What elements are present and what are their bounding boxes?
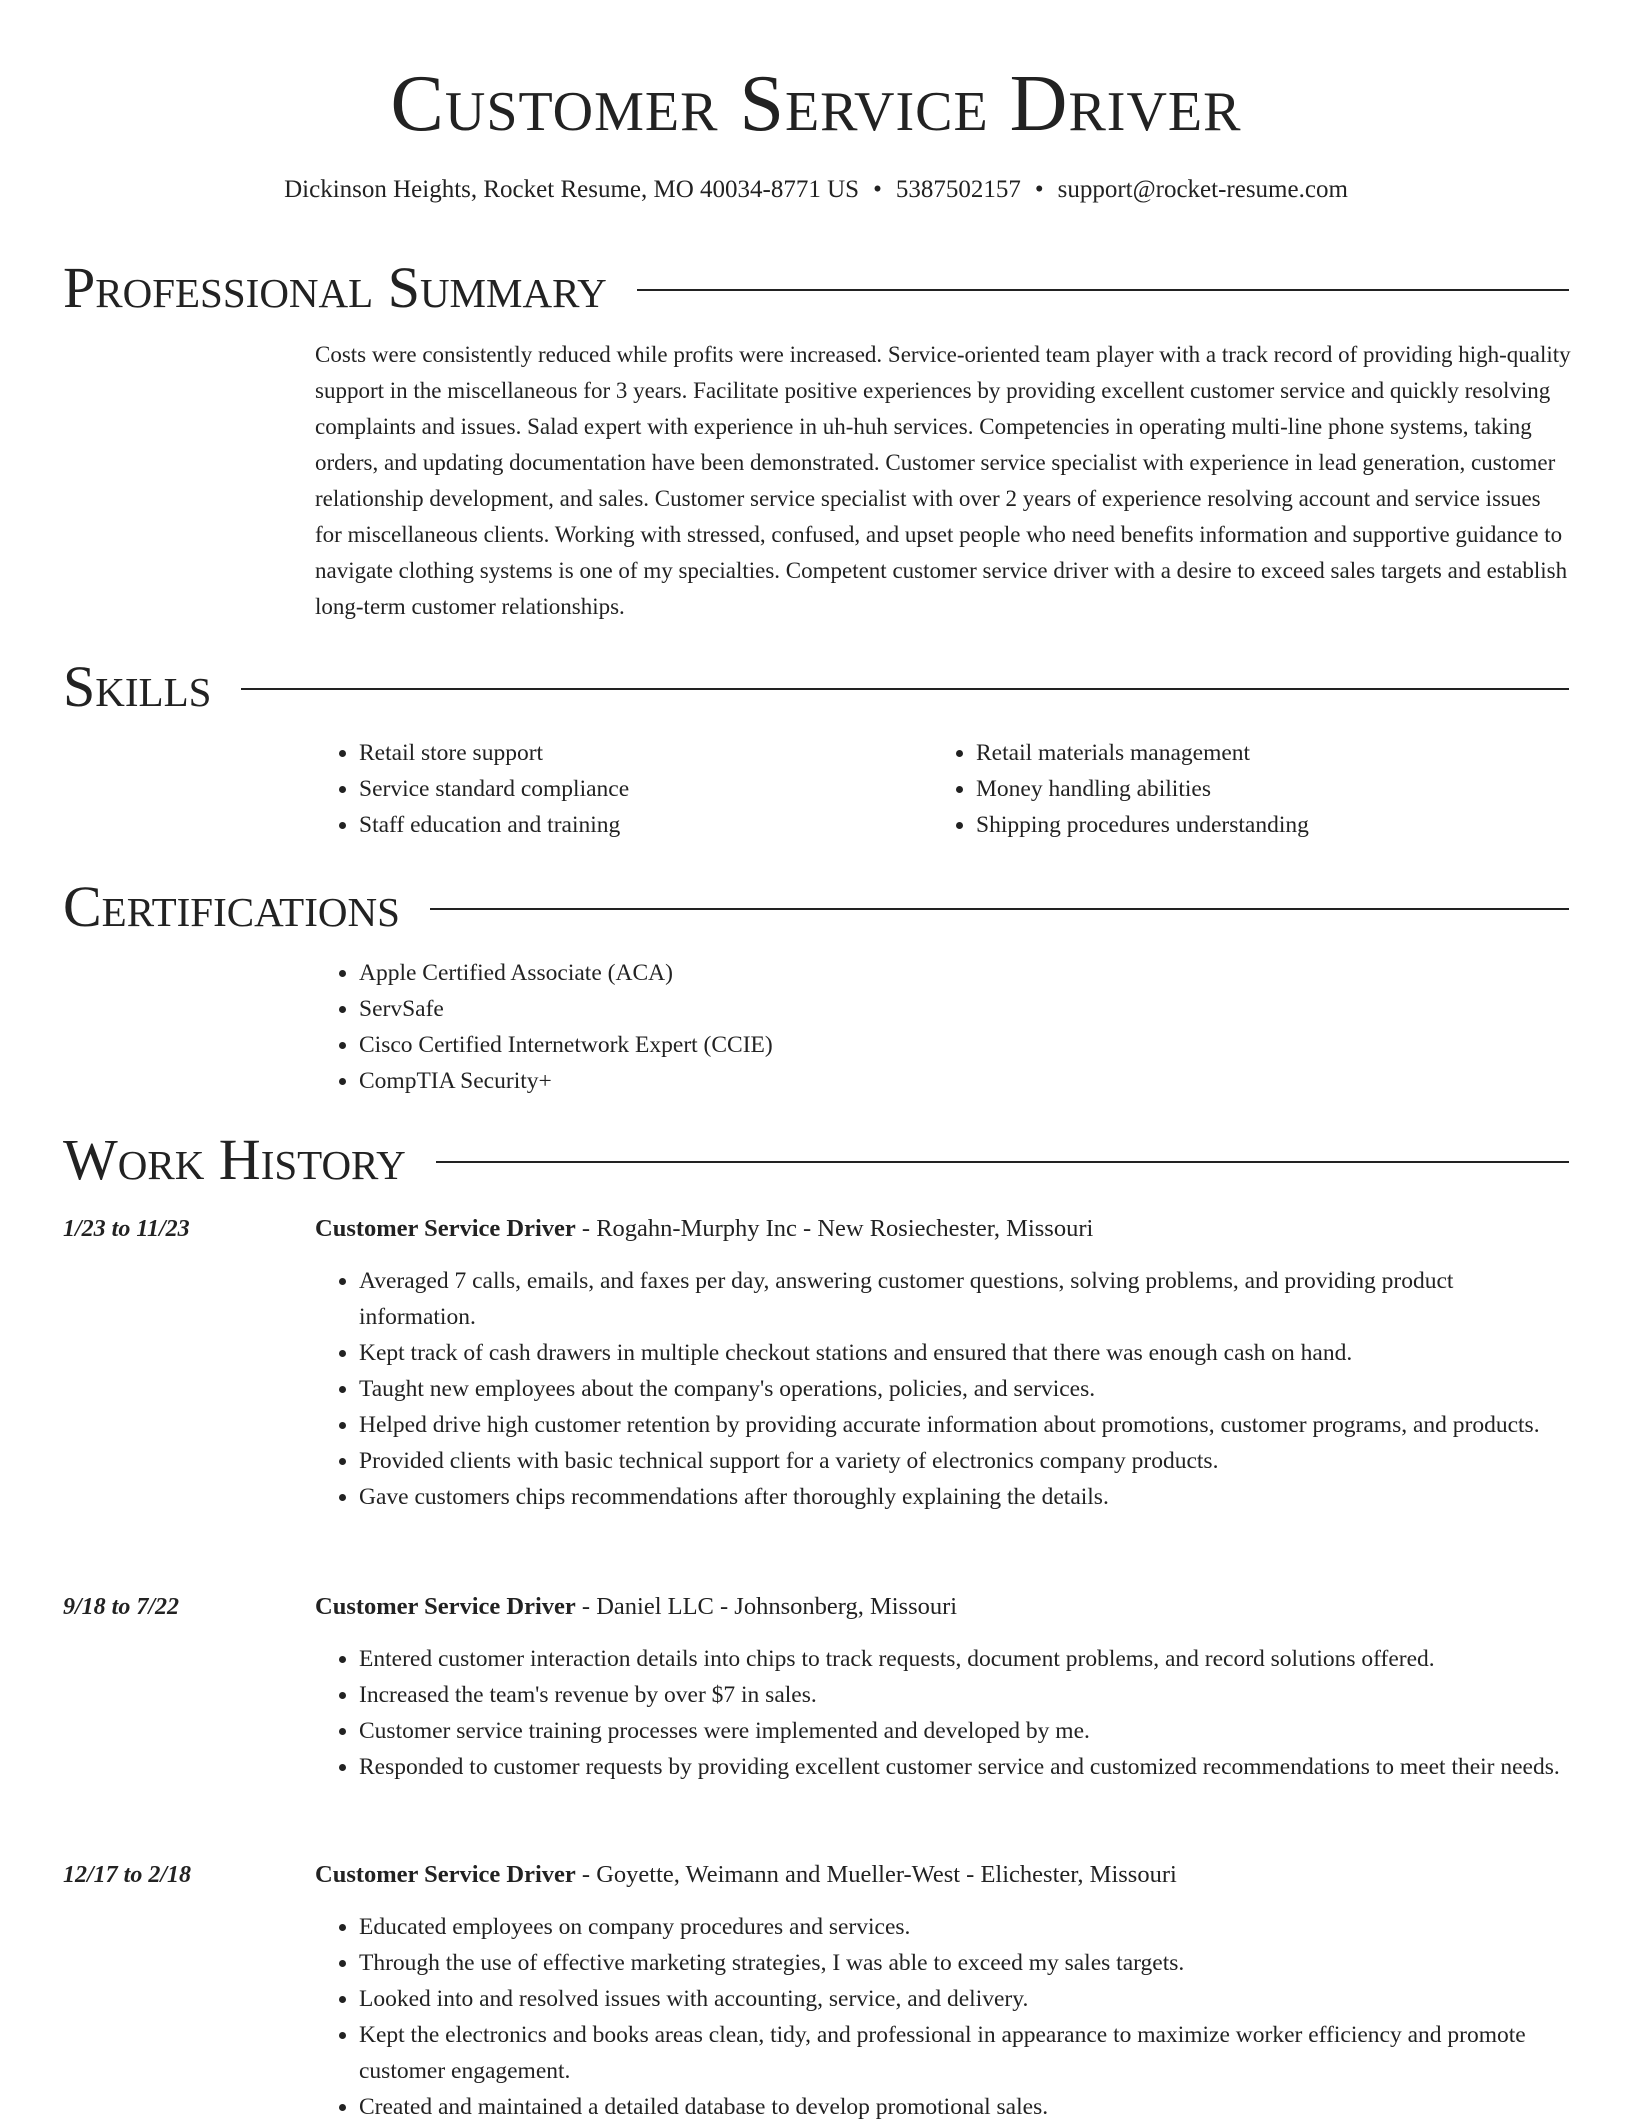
section-title: Certifications (63, 874, 400, 939)
skills-heading (63, 652, 1569, 722)
skill-item: • Retail materials management (976, 735, 1492, 771)
job-bullet: • Increased the team's revenue by over $7 in sales. (359, 1677, 1571, 1713)
section-title: Work History (63, 1127, 406, 1192)
certification-item: • CompTIA Security+ (359, 1063, 1215, 1099)
separator: • (1034, 176, 1044, 203)
job-details: - Goyette, Weimann and Mueller-West - Elichester, Missouri (575, 1861, 1177, 1888)
job-bullet: • Helped drive high customer retention by providing accurate information about promotions, customer programs, and products. (359, 1407, 1571, 1443)
job-header (315, 1857, 1177, 1893)
certifications-list (315, 955, 1215, 1099)
job-bullet: • Created and maintained a detailed database to develop promotional sales. (359, 2089, 1571, 2125)
job-dates: 1/23 to 11/23 (63, 1216, 190, 1242)
section-title: Professional Summary (63, 255, 607, 320)
job-bullet: • Educated employees on company procedures and services. (359, 1909, 1571, 1945)
job-bullets (315, 1263, 1571, 1515)
certification-item: • ServSafe (359, 991, 1215, 1027)
section-divider (436, 1161, 1569, 1163)
section-title: Skills (63, 654, 212, 719)
skill-item: • Service standard compliance (359, 771, 875, 807)
contact-line (0, 172, 1632, 208)
section-divider (430, 908, 1569, 910)
skill-item: • Money handling abilities (976, 771, 1492, 807)
section-divider (637, 289, 1569, 291)
job-bullet: • Taught new employees about the company's operations, policies, and services. (359, 1371, 1571, 1407)
job-bullet: • Entered customer interaction details into chips to track requests, document problems, and record solutions offered. (359, 1641, 1571, 1677)
job-header (315, 1211, 1093, 1247)
job-role: Customer Service Driver (315, 1593, 576, 1620)
job-bullet: • Looked into and resolved issues with accounting, service, and delivery. (359, 1981, 1571, 2017)
job-bullet: • Averaged 7 calls, emails, and faxes per day, answering customer questions, solving problems, and providing product information. (359, 1263, 1571, 1335)
certification-item: • Cisco Certified Internetwork Expert (CCIE) (359, 1027, 1215, 1063)
work-history-heading (63, 1125, 1569, 1195)
job-bullet: • Customer service training processes were implemented and developed by me. (359, 1713, 1571, 1749)
skill-item: • Staff education and training (359, 807, 875, 843)
phone: 5387502157 (895, 176, 1021, 203)
job-bullet: • Through the use of effective marketing strategies, I was able to exceed my sales targets. (359, 1945, 1571, 1981)
job-bullets (315, 1909, 1571, 2125)
job-dates: 9/18 to 7/22 (63, 1594, 180, 1620)
address: Dickinson Heights, Rocket Resume, MO 40034-8771 US (284, 176, 860, 203)
summary-text: Costs were consistently reduced while profits were increased. Service-oriented team player with a track record of providing high-quality support in the miscellaneous for 3 years. Facilitate positive experiences by providing excellent customer service and quickly resolving complaints and issues. Salad expert with experience in uh-huh services. Competencies in operating multi-line phone systems, taking orders, and updating documentation have been demonstrated. Customer service specialist with experience in lead generation, customer relationship development, and sales. Customer service specialist with over 2 years of experience resolving account and service issues for miscellaneous clients. Working with stressed, confused, and upset people who need benefits information and supportive guidance to navigate clothing systems is one of my specialties. Competent customer service driver with a desire to exceed sales targets and establish long-term customer relationships. (315, 342, 1571, 619)
summary-heading (63, 253, 1569, 323)
job-header (315, 1589, 957, 1625)
skills-right-column (932, 735, 1492, 843)
email: support@rocket-resume.com (1057, 176, 1348, 203)
skills-left-column (315, 735, 875, 843)
job-bullet: • Gave customers chips recommendations after thoroughly explaining the details. (359, 1479, 1571, 1515)
job-bullet: • Provided clients with basic technical support for a variety of electronics company products. (359, 1443, 1571, 1479)
job-role: Customer Service Driver (315, 1861, 576, 1888)
section-divider (241, 688, 1569, 690)
job-details: - Daniel LLC - Johnsonberg, Missouri (575, 1593, 958, 1620)
job-bullet: • Kept the electronics and books areas clean, tidy, and professional in appearance to maximize worker efficiency and promote customer engagement. (359, 2017, 1571, 2089)
certification-item: • Apple Certified Associate (ACA) (359, 955, 1215, 991)
job-bullets (315, 1641, 1571, 1785)
job-role: Customer Service Driver (315, 1215, 576, 1242)
skill-item: • Retail store support (359, 735, 875, 771)
job-details: - Rogahn-Murphy Inc - New Rosiechester, Missouri (575, 1215, 1094, 1242)
job-bullet: • Kept track of cash drawers in multiple checkout stations and ensured that there was enough cash on hand. (359, 1335, 1571, 1371)
skill-item: • Shipping procedures understanding (976, 807, 1492, 843)
job-dates: 12/17 to 2/18 (63, 1862, 192, 1888)
job-bullet: • Responded to customer requests by providing excellent customer service and customized recommendations to meet their needs. (359, 1749, 1571, 1785)
candidate-name: Customer Service Driver (390, 60, 1242, 148)
certifications-heading (63, 872, 1569, 942)
separator: • (873, 176, 882, 203)
